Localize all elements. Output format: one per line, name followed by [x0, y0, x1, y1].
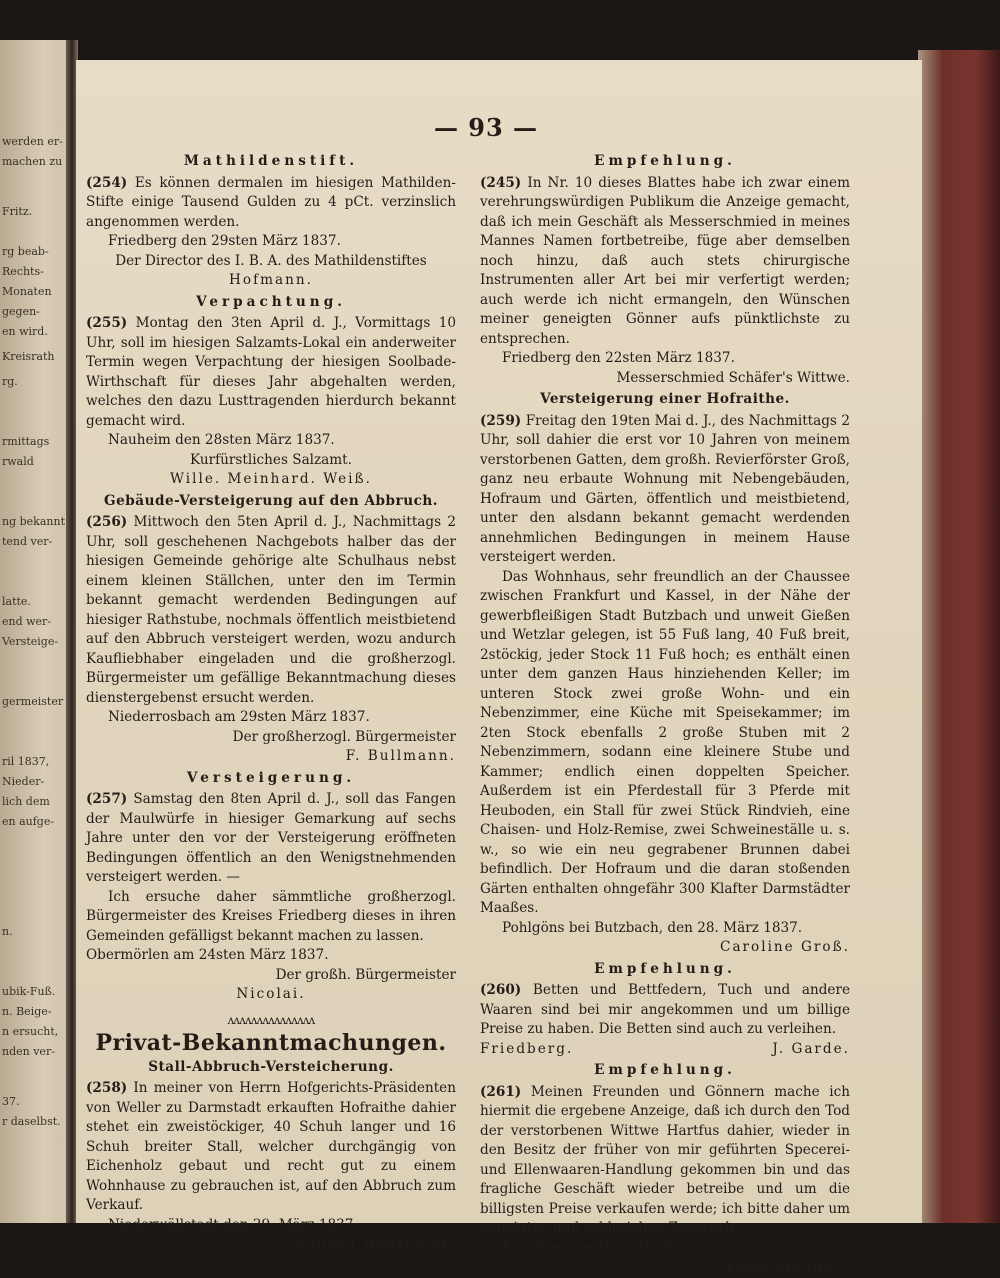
- left-page-text-fragment: n. Beige-: [2, 1005, 52, 1018]
- signature-name: Adam Menges.: [723, 1259, 850, 1275]
- notice-heading: Empfehlung.: [594, 1062, 736, 1078]
- notice-258: [86, 1058, 456, 1255]
- right-column: [480, 150, 850, 1278]
- notice-254: [86, 152, 456, 291]
- left-page-text-fragment: 37.: [2, 1095, 20, 1108]
- left-page-text-fragment: en aufge-: [2, 815, 55, 828]
- left-page-text-fragment: rg.: [2, 375, 18, 388]
- left-page-text-fragment: Rechts-: [2, 265, 44, 278]
- left-page-edge: [0, 40, 72, 1223]
- notice-number: (259): [480, 412, 522, 429]
- signature-name: Nicolai.: [236, 986, 306, 1002]
- place-date: Friedberg den 29sten März 1837.: [108, 233, 341, 249]
- left-page-text-fragment: n ersucht,: [2, 1025, 59, 1038]
- left-page-text-fragment: rwald: [2, 455, 34, 468]
- signature-name: Konrad Bausch 3r.: [295, 1236, 456, 1252]
- notice-heading: Stall-Abbruch-Versteicherung.: [148, 1058, 394, 1075]
- place-date: Friedberg im März 1837.: [502, 1239, 676, 1256]
- private-notices-heading: Privat-Bekanntmachungen.: [95, 1030, 447, 1056]
- left-page-text-fragment: nden ver-: [2, 1045, 55, 1058]
- signature-name: Messerschmied Schäfer's Wittwe.: [616, 369, 850, 386]
- left-page-text-fragment: tend ver-: [2, 535, 53, 548]
- signature-name: Wille. Meinhard. Weiß.: [170, 471, 372, 487]
- notice-heading: Empfehlung.: [594, 960, 736, 977]
- left-page-text-fragment: machen zu: [2, 155, 63, 168]
- book-cover-edge: [918, 50, 1000, 1223]
- place-date: Niederwöllstadt den 29. März 1837.: [108, 1216, 358, 1233]
- left-page-text-fragment: n.: [2, 925, 13, 938]
- ornament-divider: ᴧᴧᴧᴧᴧᴧᴧᴧᴧᴧᴧᴧᴧᴧᴧ: [227, 1012, 315, 1027]
- notice-259: [480, 390, 850, 958]
- notice-260: [480, 960, 850, 1060]
- notice-heading: Verpachtung.: [196, 293, 346, 310]
- notice-body: Es können dermalen im hiesigen Mathilden-Stifte einige Tausend Gulden zu 4 pCt. verzinslich angenommen werden.: [86, 174, 456, 230]
- notice-number: (245): [480, 174, 522, 191]
- notice-245: [480, 152, 850, 388]
- notice-256: [86, 492, 456, 767]
- notice-body: Freitag den 19ten Mai d. J., des Nachmittags 2 Uhr, soll dahier die erst vor 10 Jahren von meinem verstorbenen Gatten, dem großh. Revierförster Groß, ganz neu erbaute Wohnung mit Nebengebäuden, Hofraum und Gärten, öffentlich und meistbietend, unter den alsdann bekannt gemacht werdenden annehmlichen Bedingungen in meinem Hause versteigert werden.: [480, 412, 850, 565]
- notice-number: (260): [480, 982, 522, 998]
- notice-number: (261): [480, 1083, 522, 1100]
- newspaper-page: [76, 60, 922, 1275]
- signature-name: Caroline Groß.: [720, 939, 850, 955]
- left-page-text-fragment: latte.: [2, 595, 31, 608]
- notice-255: [86, 293, 456, 490]
- left-page-text-fragment: Nieder-: [2, 775, 45, 788]
- notice-number: (255): [86, 315, 128, 331]
- notice-heading: Mathildenstift.: [183, 153, 359, 169]
- left-page-text-fragment: germeister: [2, 695, 64, 708]
- notice-body: In meiner von Herrn Hofgerichts-Präsidenten von Weller zu Darmstadt erkauften Hofraithe dahier stehet ein zweistöckiger, 40 Schuh langer und 16 Schuh breiter Stall, welcher durchgängig von Eichenholz gebaut und recht gut zu einem Wohnhause zu gebrauchen ist, auf den Abbruch zum Verkauf.: [86, 1080, 456, 1213]
- left-page-text-fragment: end wer-: [2, 615, 52, 628]
- notice-number: (256): [86, 514, 128, 530]
- notice-body-2: Das Wohnhaus, sehr freundlich an der Chaussee zwischen Frankfurt und Kassel, in der Nähe der gewerbfleißigen Stadt Butzbach und unweit Gießen und Wetzlar gelegen, ist 55 Fuß lang, 40 Fuß breit, 2stöckig, jeder Stock 11 Fuß hoch; es enthält einen unter dem ganzen Haus hinziehenden Keller; im unteren Stock zwei große Wohn- und ein Nebenzimmer, eine Küche mit Speisekammer; im 2ten Stock ebenfalls 2 große Stuben mit 2 Nebenzimmern, sodann eine kleinere Stube und Kammer; endlich einen doppelten Speicher. Außerdem ist ein Pferdestall für 3 Pferde mit Heuboden, ein Stall für zwei Stück Rindvieh, eine Chaisen- und Holz-Remise, zwei Schweineställe u. s. w., so wie ein neu gegrabener Brunnen dabei befindlich. Der Hofraum und die daran stoßenden Gärten enthalten ohngefähr 300 Klafter Darmstädter Maaßes.: [480, 568, 850, 916]
- notice-number: (258): [86, 1080, 128, 1096]
- signature-name: F. Bullmann.: [345, 748, 456, 764]
- place-date: Nauheim den 28sten März 1837.: [108, 432, 335, 448]
- place-date: Niederrosbach am 29sten März 1837.: [108, 709, 370, 725]
- left-page-text-fragment: rmittags: [2, 435, 50, 448]
- signature-name: J. Garde.: [772, 1040, 850, 1057]
- notice-body: Mittwoch den 5ten April d. J., Nachmittags 2 Uhr, soll geschehenen Nachgebots halber das der hiesigen Gemeinde gehörige alte Schulhaus nebst einem kleinen Ställchen, unter den im Termin bekannt gemacht werdenden Bedingungen auf hiesiger Rathstube, nochmals öffentlich meistbietend auf den Abbruch versteigert werden, wozu andurch Kaufliebhaber eingeladen und die großherzogl. Bürgermeister um gefällige Bekanntmachung dieses dienstergebenst ersucht werden.: [86, 514, 456, 706]
- signature-title: Der großh. Bürgermeister: [275, 966, 456, 983]
- left-page-text-fragment: ng bekannt: [2, 515, 65, 528]
- place-date: Obermörlen am 24sten März 1837.: [86, 947, 329, 963]
- signature-title: Kurfürstliches Salzamt.: [190, 451, 352, 468]
- signature-title: Der großherzogl. Bürgermeister: [232, 728, 456, 745]
- notice-heading: Gebäude-Versteigerung auf den Abbruch.: [104, 492, 438, 509]
- left-page-text-fragment: gegen-: [2, 305, 40, 318]
- left-page-text-fragment: ril 1837,: [2, 755, 50, 768]
- page-number: — 93 —: [433, 113, 539, 142]
- notice-261: [480, 1061, 850, 1278]
- left-page-text-fragment: lich dem: [2, 795, 50, 808]
- notice-heading: Versteigerung.: [186, 769, 356, 786]
- notice-body-2: Ich ersuche daher sämmtliche großherzogl. Bürgermeister des Kreises Friedberg dieses in ihren Gemeinden gefälligst bekannt machen zu lassen.: [86, 888, 456, 944]
- left-page-text-fragment: werden er-: [2, 135, 63, 148]
- notice-body: Meinen Freunden und Gönnern mache ich hiermit die ergebene Anzeige, daß ich durch den Tod der verstorbenen Wittwe Hartfus dahier, wieder in den Besitz der früher von mir geführten Specerei- und Ellenwaaren-Handlung gekommen bin und das fragliche Geschäft wieder betreibe und um die billigsten Preise verkaufen werde; ich bitte daher um geneigten und zahlreichen Zuspruch.: [480, 1083, 850, 1236]
- place: Friedberg.: [480, 1040, 574, 1057]
- left-page-text-fragment: Kreisrath: [2, 350, 55, 363]
- notice-number: (254): [86, 174, 128, 191]
- notice-body: In Nr. 10 dieses Blattes habe ich zwar einem verehrungswürdigen Publikum die Anzeige gemacht, daß ich mein Geschäft als Messerschmied in meines Mannes Namen fortbetreibe, füge aber demselben noch hinzu, daß auch stets chirurgische Instrumenten aller Art bei mir verfertigt werden; auch werde ich nicht ermangeln, den Wünschen meiner geneigten Gönner aufs pünktlichste zu entsprechen.: [480, 174, 850, 347]
- left-page-text-fragment: Fritz.: [2, 205, 33, 218]
- notice-heading: Empfehlung.: [594, 153, 736, 169]
- signature-name: Hofmann.: [229, 272, 313, 288]
- left-page-text-fragment: Monaten: [2, 285, 52, 298]
- left-page-text-fragment: ubik-Fuß.: [2, 985, 56, 998]
- notice-body: Samstag den 8ten April d. J., soll das Fangen der Maulwürfe in hiesiger Gemarkung auf sechs Jahre unter den vor der Versteigerung eröffneten Bedingungen öffentlich an den Wenigstnehmenden versteigert werden. —: [86, 791, 456, 885]
- left-page-text-fragment: en wird.: [2, 325, 48, 338]
- signature-title: Der Director des I. B. A. des Mathildenstiftes: [115, 252, 427, 269]
- place-date: Friedberg den 22sten März 1837.: [502, 350, 735, 366]
- place-date: Pohlgöns bei Butzbach, den 28. März 1837.: [502, 919, 803, 936]
- left-page-text-fragment: r daselbst.: [2, 1115, 61, 1128]
- notice-heading: Versteigerung einer Hofraithe.: [540, 391, 790, 407]
- left-page-text-fragment: Versteige-: [2, 635, 59, 648]
- notice-257: [86, 769, 456, 1005]
- left-column: [86, 150, 456, 1255]
- notice-body: Montag den 3ten April d. J., Vormittags 10 Uhr, soll im hiesigen Salzamts-Lokal ein anderweiter Termin wegen Verpachtung der hiesigen Soolbade-Wirthschaft für dieses Jahr abgehalten werden, welches den dazu Lusttragenden hierdurch bekannt gemacht wird.: [86, 315, 456, 429]
- notice-number: (257): [86, 791, 128, 807]
- notice-body: Betten und Bettfedern, Tuch und andere Waaren sind bei mir angekommen und um billige Preise zu haben. Die Betten sind auch zu verleihen.: [480, 982, 851, 1037]
- left-page-text-fragment: rg beab-: [2, 245, 49, 258]
